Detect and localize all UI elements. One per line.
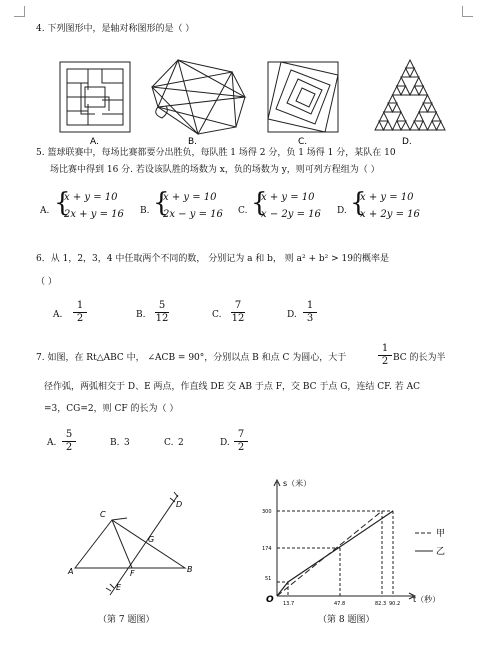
q4-figures [40,52,460,147]
option-label: B. [136,310,146,320]
equation-2: x + 2y = 16 [360,209,420,220]
point-f-label: F [130,569,135,578]
question-6-line-2: （ ） [36,277,57,287]
point-d-label: D [176,500,183,509]
option-label: C. [212,310,222,320]
option-label: D. [337,206,347,216]
option-label: A. [40,206,50,216]
question-6-line-1: 6．从 1，2，3，4 中任取两个不同的数， 分别记为 a 和 b， 则 a² + b² > 19的概率是 [36,254,389,264]
option-fraction: $\frac{7}{2}$ [234,429,248,454]
figure-7-caption: （第 7 题图） [98,615,155,625]
question-5-line-1: 5. 篮球联赛中，每场比赛都要分出胜负，每队胜 1 场得 2 分，负 1 场得 1 分，某队在 10 [36,148,396,158]
question-4-text: 4. 下列图形中，是轴对称图形的是（ ） [36,24,195,34]
corner-mark-tl [14,6,25,17]
figure-8-graph [255,474,480,609]
y-axis-label: s（米） [283,479,312,488]
brace-icon: { [153,188,170,218]
brace-icon: { [54,188,71,218]
figure-7-geometry [60,490,210,600]
question-5-line-2: 场比赛中得到 16 分. 若设该队胜的场数为 x，负的场数为 y，则可列方程组为（ ） [50,165,380,175]
option-fraction: $\frac{1}{2}$ [73,300,87,325]
figure-b-spiral-triangles [152,60,245,134]
point-g-label: G [148,535,155,544]
legend-yi: 乙 [436,547,446,557]
option-label: D. [220,438,230,448]
option-label: C. [238,206,248,216]
option-fraction: $\frac{5}{12}$ [155,300,169,324]
question-7-line-3: =3，CG=2，则 CF 的长为（ ） [44,404,179,414]
question-7-line-2: 径作弧，两弧相交于 D、E 两点，作直线 DE 交 AB 于点 F，交 BC 于点 G，连结 CF. 若 AC [44,382,420,392]
point-e-label: E [116,583,122,592]
option-label: B. [110,438,120,448]
option-label: D. [287,310,297,320]
figure-a-label: A. [90,137,99,147]
option-value: 3 [124,438,130,448]
brace-icon: { [350,188,367,218]
option-fraction: $\frac{1}{3}$ [303,300,317,325]
x-tick-82-3: 82.3 [375,601,387,607]
equation-2: 2x − y = 16 [163,209,223,220]
question-7-line-1a: 7. 如图，在 Rt△ABC 中， ∠ACB = 90°，分别以点 B 和点 C 为圆心，大于 [36,353,347,363]
y-tick-51: 51 [265,576,272,582]
figure-d-sierpinski-triangle [375,60,445,130]
option-label: A. [53,310,63,320]
option-value: 2 [178,438,184,448]
brace-icon: { [251,188,268,218]
equation-1: x + y = 10 [261,192,315,203]
x-tick-47-8: 47.8 [334,601,346,607]
legend-jia: 甲 [436,529,446,539]
y-tick-174: 174 [262,546,272,552]
equation-2: 2x + y = 16 [64,209,124,220]
option-label: B. [140,206,150,216]
origin-label: O [266,595,274,605]
y-tick-300: 300 [262,509,272,515]
point-a-label: A [68,567,74,576]
point-c-label: C [100,510,106,519]
question-7-line-1b: BC 的长为半 [393,353,446,363]
x-tick-13-7: 13.7 [283,601,295,607]
option-label: A. [47,438,57,448]
equation-2: x − 2y = 16 [261,209,321,220]
equation-1: x + y = 10 [360,192,414,203]
figure-a-maze-square [60,62,130,132]
figure-d-label: D. [402,137,412,147]
figure-8-caption: （第 8 题图） [318,615,375,625]
equation-1: x + y = 10 [163,192,217,203]
option-fraction: $\frac{7}{12}$ [231,300,245,324]
figure-c-label: C. [298,137,308,147]
figure-c-rotating-squares [268,62,338,132]
equation-1: x + y = 10 [64,192,118,203]
q7-half-fraction: $\frac{1}{2}$ [378,343,392,368]
corner-mark-tr [462,6,473,17]
option-label: C. [164,438,174,448]
option-fraction: $\frac{5}{2}$ [62,429,76,454]
point-b-label: B [187,565,193,574]
x-axis-label: t（秒） [413,595,441,604]
figure-b-label: B. [188,137,198,147]
x-tick-90-2: 90.2 [389,601,401,607]
